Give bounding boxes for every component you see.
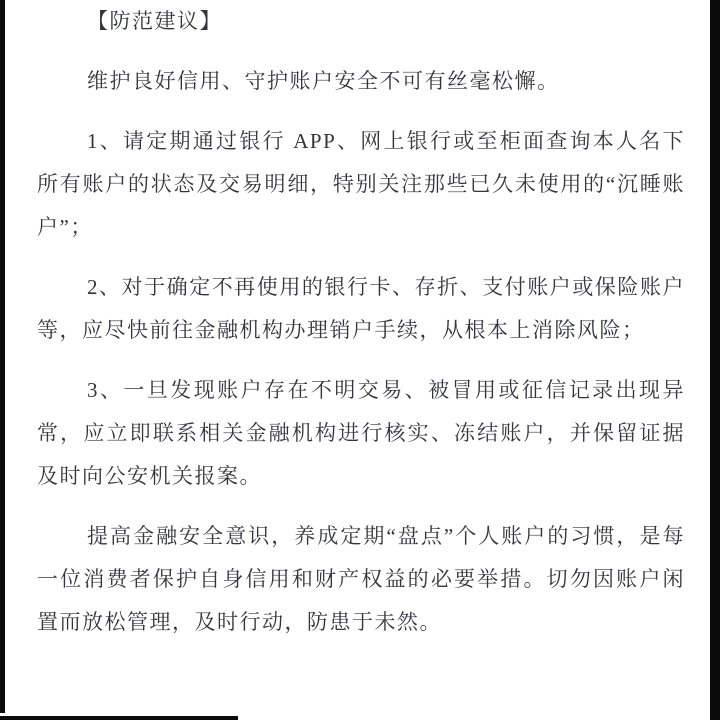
document-heading: 【防范建议】: [87, 9, 222, 33]
paragraph-intro: 维护良好信用、守护账户安全不可有丝毫松懈。: [87, 69, 560, 93]
paragraph-item-3: 3、一旦发现账户存在不明交易、被冒用或征信记录出现异常，应立即联系相关金融机构进行核实、冻结账户，并保留证据及时向公安机关报案。: [37, 378, 685, 488]
document-page: [37, 0, 685, 661]
paragraph-item-2: 2、对于确定不再使用的银行卡、存折、支付账户或保险账户等，应尽快前往金融机构办理销户手续，从根本上消除风险；: [37, 275, 685, 342]
scan-border-left: [0, 0, 5, 713]
scan-border-right: [710, 0, 720, 720]
scan-border-bottom: [0, 716, 238, 720]
paragraph-closing: 提高金融安全意识，养成定期“盘点”个人账户的习惯，是每一位消费者保护自身信用和财产权益的必要举措。切勿因账户闲置而放松管理，及时行动，防患于未然。: [37, 524, 685, 634]
paragraph-item-1: 1、请定期通过银行 APP、网上银行或至柜面查询本人名下所有账户的状态及交易明细，特别关注那些已久未使用的“沉睡账户”；: [37, 129, 685, 239]
